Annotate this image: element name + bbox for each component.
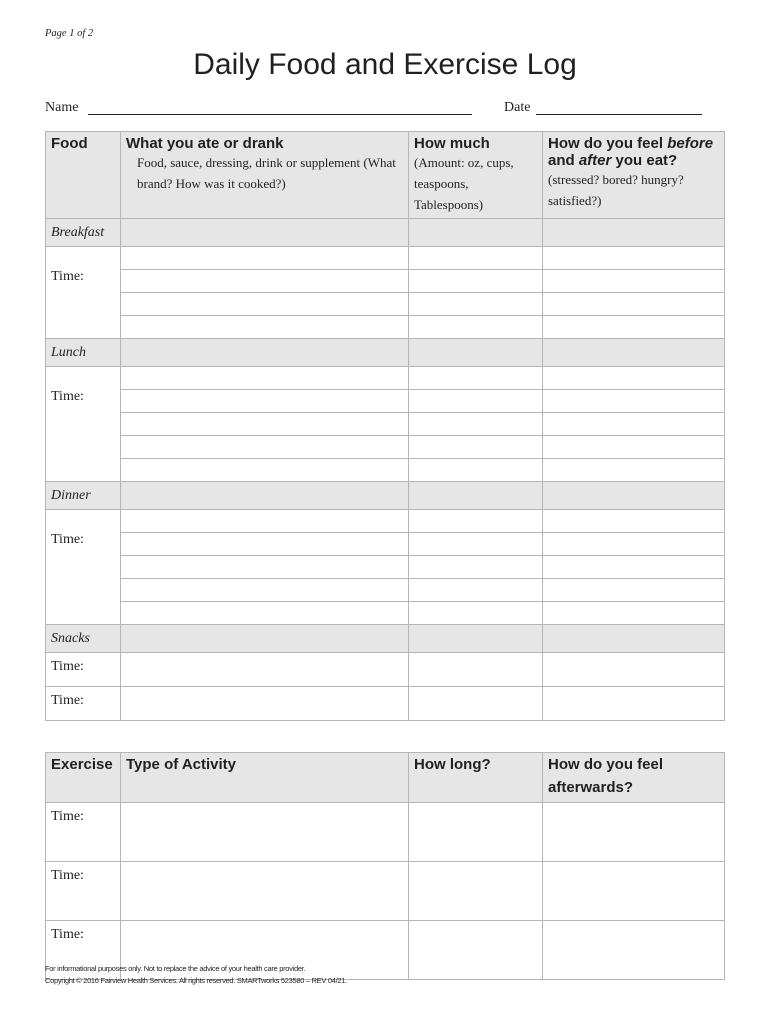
cell[interactable] bbox=[543, 436, 725, 459]
cell[interactable] bbox=[121, 316, 409, 339]
cell[interactable] bbox=[543, 602, 725, 625]
section-dinner bbox=[46, 482, 725, 510]
footer bbox=[45, 963, 347, 987]
table-row bbox=[46, 390, 725, 413]
date-field[interactable] bbox=[536, 114, 702, 115]
date-label: Date bbox=[504, 100, 531, 115]
how-much-subheader: (Amount: oz, cups, teaspoons, Tablespoons) bbox=[414, 155, 514, 212]
cell[interactable] bbox=[121, 510, 409, 533]
cell[interactable] bbox=[543, 270, 725, 293]
cell[interactable] bbox=[543, 413, 725, 436]
feel-header: How do you feel before and after you eat? (stressed? bored? hungry? satisfied?) bbox=[543, 132, 725, 219]
table-row bbox=[46, 862, 725, 921]
cell[interactable] bbox=[543, 921, 725, 980]
section-breakfast bbox=[46, 219, 725, 247]
cell[interactable] bbox=[409, 579, 543, 602]
cell[interactable] bbox=[121, 413, 409, 436]
how-much-header: How much (Amount: oz, cups, teaspoons, Tablespoons) bbox=[409, 132, 543, 219]
cell[interactable] bbox=[409, 367, 543, 390]
cell[interactable] bbox=[121, 803, 409, 862]
snacks-label: Snacks bbox=[46, 625, 121, 653]
cell[interactable] bbox=[409, 293, 543, 316]
what-subheader: Food, sauce, dressing, drink or supplement (What brand? How was it cooked?) bbox=[137, 155, 396, 191]
food-table-header bbox=[46, 132, 725, 219]
cell[interactable] bbox=[121, 390, 409, 413]
cell[interactable] bbox=[543, 625, 725, 653]
cell[interactable] bbox=[121, 247, 409, 270]
table-row bbox=[46, 316, 725, 339]
cell[interactable] bbox=[543, 390, 725, 413]
table-row bbox=[46, 247, 725, 270]
cell[interactable] bbox=[543, 533, 725, 556]
time-label: Time: bbox=[46, 862, 121, 921]
table-row bbox=[46, 687, 725, 721]
time-label: Time: bbox=[46, 921, 121, 980]
cell[interactable] bbox=[409, 482, 543, 510]
cell[interactable] bbox=[409, 316, 543, 339]
cell[interactable] bbox=[409, 390, 543, 413]
cell[interactable] bbox=[409, 687, 543, 721]
cell[interactable] bbox=[121, 219, 409, 247]
feel-afterwards-header: How do you feel afterwards? bbox=[543, 753, 725, 803]
cell[interactable] bbox=[409, 862, 543, 921]
cell[interactable] bbox=[409, 653, 543, 687]
cell[interactable] bbox=[543, 579, 725, 602]
cell[interactable] bbox=[543, 459, 725, 482]
food-log-table bbox=[45, 131, 725, 721]
cell[interactable] bbox=[121, 293, 409, 316]
page-title: Daily Food and Exercise Log bbox=[193, 48, 577, 81]
cell[interactable] bbox=[121, 270, 409, 293]
cell[interactable] bbox=[409, 556, 543, 579]
name-label: Name bbox=[45, 100, 79, 115]
table-row bbox=[46, 367, 725, 390]
table-row bbox=[46, 459, 725, 482]
feel-subheader: (stressed? bored? hungry? satisfied?) bbox=[548, 172, 684, 208]
cell[interactable] bbox=[121, 653, 409, 687]
table-row bbox=[46, 579, 725, 602]
type-header: Type of Activity bbox=[121, 753, 409, 803]
page-number: Page 1 of 2 bbox=[45, 28, 94, 39]
table-row bbox=[46, 556, 725, 579]
cell[interactable] bbox=[409, 436, 543, 459]
cell[interactable] bbox=[409, 459, 543, 482]
table-row bbox=[46, 653, 725, 687]
cell[interactable] bbox=[121, 687, 409, 721]
cell[interactable] bbox=[543, 367, 725, 390]
breakfast-label: Breakfast bbox=[46, 219, 121, 247]
cell[interactable] bbox=[121, 482, 409, 510]
cell[interactable] bbox=[543, 293, 725, 316]
cell[interactable] bbox=[121, 367, 409, 390]
cell[interactable] bbox=[409, 339, 543, 367]
cell[interactable] bbox=[409, 270, 543, 293]
time-label: Time: bbox=[46, 803, 121, 862]
cell[interactable] bbox=[543, 219, 725, 247]
how-long-header: How long? bbox=[409, 753, 543, 803]
cell[interactable] bbox=[409, 413, 543, 436]
cell[interactable] bbox=[121, 862, 409, 921]
footer-copyright: Copyright © 2016 Fairview Health Services. All rights reserved. SMARTworks 523580 – REV 04/21. bbox=[45, 976, 347, 985]
cell[interactable] bbox=[121, 459, 409, 482]
cell[interactable] bbox=[121, 602, 409, 625]
table-row bbox=[46, 413, 725, 436]
cell[interactable] bbox=[409, 602, 543, 625]
exercise-log-table bbox=[45, 752, 725, 980]
cell[interactable] bbox=[409, 247, 543, 270]
cell[interactable] bbox=[121, 579, 409, 602]
cell[interactable] bbox=[409, 921, 543, 980]
table-row bbox=[46, 293, 725, 316]
cell[interactable] bbox=[121, 533, 409, 556]
cell[interactable] bbox=[543, 653, 725, 687]
what-header: What you ate or drank Food, sauce, dressing, drink or supplement (What brand? How was it cooked?) bbox=[121, 132, 409, 219]
cell[interactable] bbox=[121, 436, 409, 459]
cell[interactable] bbox=[121, 556, 409, 579]
cell[interactable] bbox=[409, 219, 543, 247]
name-field[interactable] bbox=[88, 114, 472, 115]
cell[interactable] bbox=[543, 482, 725, 510]
exercise-table-header bbox=[46, 753, 725, 803]
exercise-header: Exercise bbox=[46, 753, 121, 803]
cell[interactable] bbox=[543, 803, 725, 862]
table-row bbox=[46, 510, 725, 533]
time-label: Time: bbox=[46, 367, 121, 482]
food-header: Food bbox=[46, 132, 121, 219]
lunch-label: Lunch bbox=[46, 339, 121, 367]
cell[interactable] bbox=[543, 339, 725, 367]
cell[interactable] bbox=[121, 625, 409, 653]
table-row bbox=[46, 436, 725, 459]
table-row bbox=[46, 803, 725, 862]
table-row bbox=[46, 602, 725, 625]
dinner-label: Dinner bbox=[46, 482, 121, 510]
section-lunch bbox=[46, 339, 725, 367]
time-label: Time: bbox=[46, 653, 121, 687]
cell[interactable] bbox=[543, 862, 725, 921]
cell[interactable] bbox=[409, 803, 543, 862]
table-row bbox=[46, 270, 725, 293]
time-label: Time: bbox=[46, 247, 121, 339]
cell[interactable] bbox=[409, 625, 543, 653]
cell[interactable] bbox=[543, 316, 725, 339]
table-row bbox=[46, 533, 725, 556]
time-label: Time: bbox=[46, 687, 121, 721]
section-snacks bbox=[46, 625, 725, 653]
time-label: Time: bbox=[46, 510, 121, 625]
cell[interactable] bbox=[409, 533, 543, 556]
cell[interactable] bbox=[543, 247, 725, 270]
cell[interactable] bbox=[543, 687, 725, 721]
footer-disclaimer: For informational purposes only. Not to replace the advice of your health care provider. bbox=[45, 964, 306, 973]
cell[interactable] bbox=[121, 339, 409, 367]
cell[interactable] bbox=[543, 510, 725, 533]
cell[interactable] bbox=[409, 510, 543, 533]
cell[interactable] bbox=[543, 556, 725, 579]
